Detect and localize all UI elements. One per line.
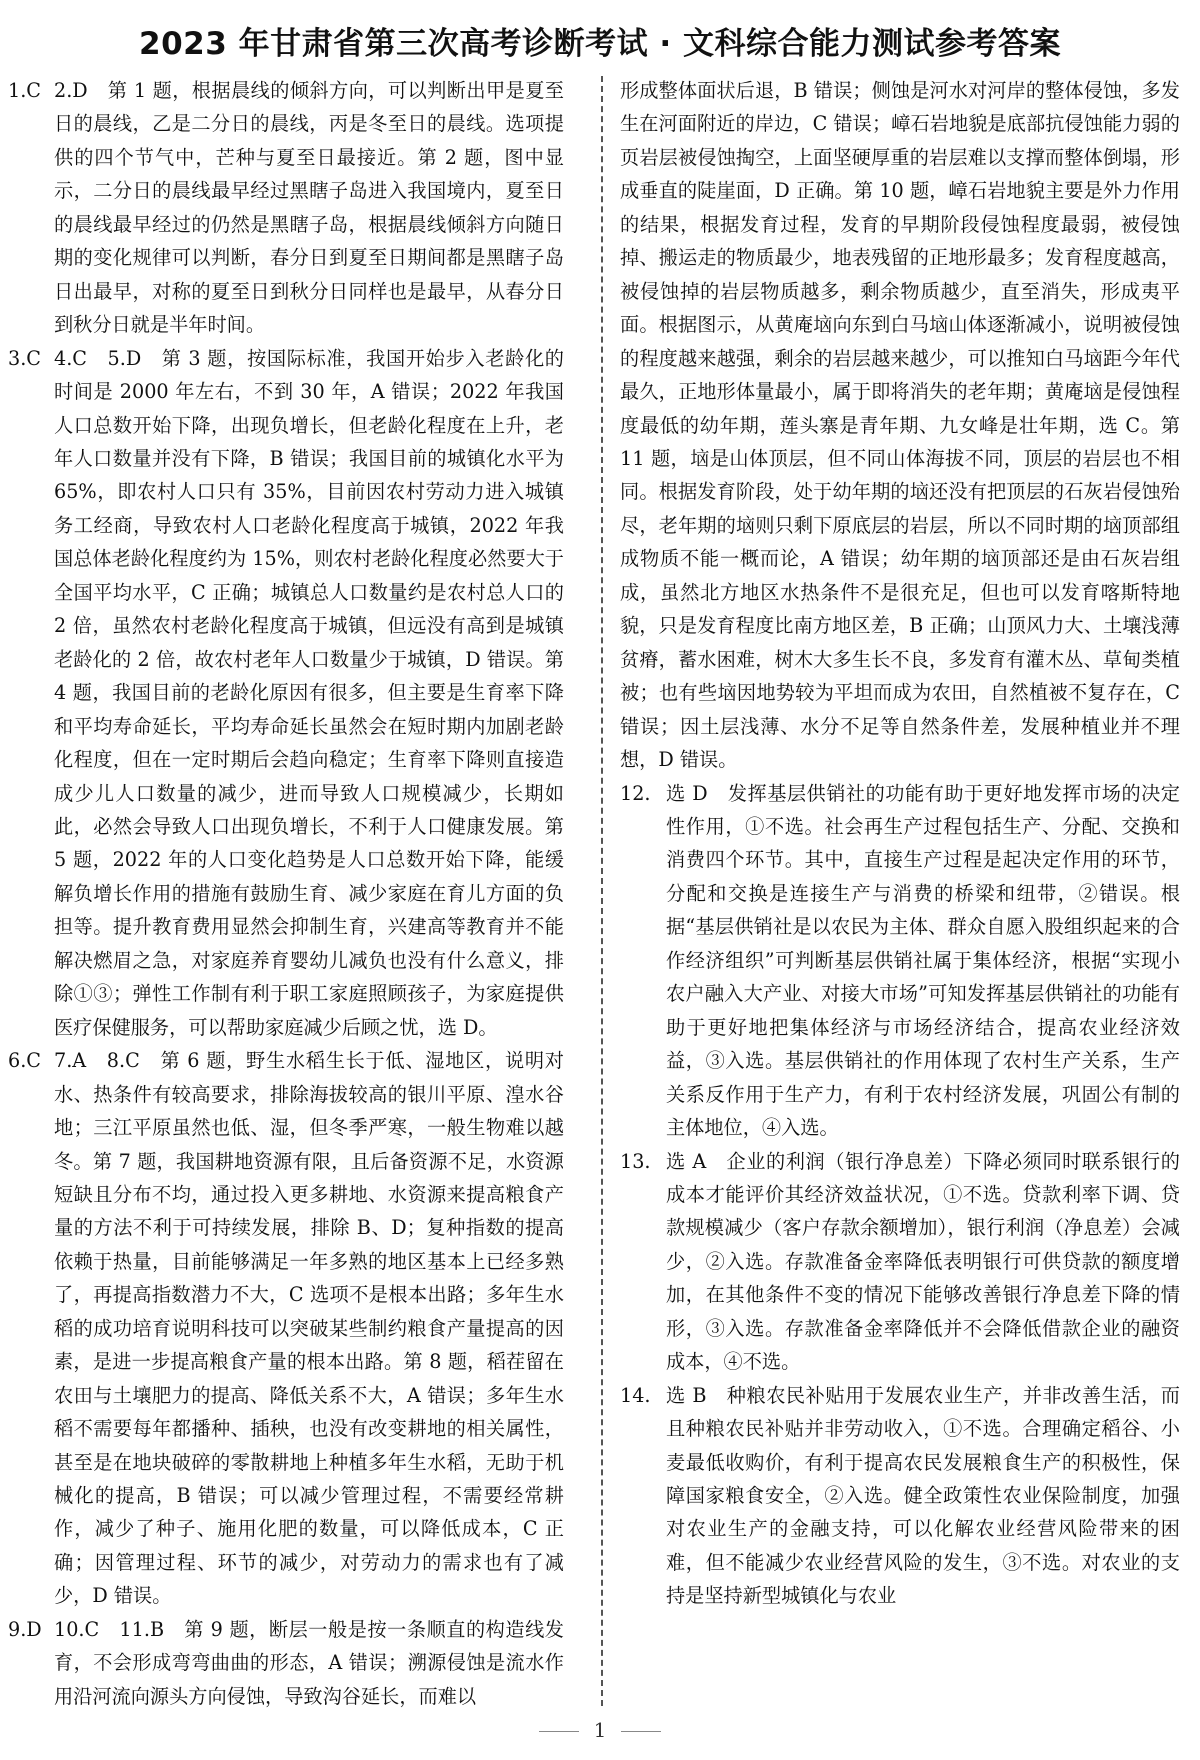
answer-text: 2.D 第 1 题，根据晨线的倾斜方向，可以判断出甲是夏至日的晨线，乙是二分日的晨线，丙是冬至日的晨线。选项提供的四个节气中，芒种与夏至日最接近。第 2 题，图中显示，二分日的晨线最早经过黑瞎子岛进入我国境内，夏至日的晨线最早经过的仍然是黑瞎子岛，根据晨线倾斜方向随日期的变化规律可以判断，春分日到夏至日期间都是黑瞎子岛日出最早，对称的夏至日到秋分日同样也是最早，从春分日到秋分日就是半年时间。 — [54, 79, 564, 337]
page-number: 1 — [593, 1718, 607, 1742]
answer-number: 12. — [620, 781, 651, 805]
answer-block-6 — [8, 1044, 564, 1613]
answer-block-12 — [620, 777, 1180, 1145]
left-column — [8, 74, 564, 1713]
answer-block-9 — [8, 1613, 564, 1713]
right-column — [620, 74, 1180, 1613]
answer-number: 14. — [620, 1383, 651, 1407]
answer-text: 选 A 企业的利润（银行净息差）下降必须同时联系银行的成本才能评价其经济效益状况，①不选。贷款利率下调、贷款规模减少（客户存款余额增加），银行利润（净息差）会减少，②入选。存款准备金率降低表明银行可供贷款的额度增加，在其他条件不变的情况下能够改善银行净息差下降的情形，③入选。存款准备金率降低并不会降低借款企业的融资成本，④不选。 — [666, 1149, 1180, 1374]
page-footer — [0, 1718, 1200, 1742]
answer-number: 1.C — [8, 79, 41, 102]
answer-number: 13. — [620, 1149, 651, 1173]
answer-block-14 — [620, 1379, 1180, 1613]
column-divider — [601, 76, 603, 1706]
answer-text: 7.A 8.C 第 6 题，野生水稻生长于低、湿地区，说明对水、热条件有较高要求，排除海拔较高的银川平原、湟水谷地；三江平原虽然也低、湿，但冬季严寒，一般生物难以越冬。第 7 题，我国耕地资源有限，且后备资源不足，水资源短缺且分布不均，通过投入更多耕地、水资源来提高粮食产量的方法不利于可持续发展，排除 B、D；复种指数的提高依赖于热量，目前能够满足一年多熟的地区基本上已经多熟了，再提高指数潜力不大，C 选项不是根本出路；多年生水稻的成功培育说明科技可以突破某些制约粮食产量提高的因素，是进一步提高粮食产量的根本出路。第 8 题，稻茬留在农田与土壤肥力的提高、降低关系不大，A 错误；多年生水稻不需要每年都播种、插秧，也没有改变耕地的相关属性，甚至是在地块破碎的零散耕地上种植多年生水稻，无助于机械化的提高，B 错误；可以减少管理过程，不需要经常耕作，减少了种子、施用化肥的数量，可以降低成本，C 正确；因管理过程、环节的减少，对劳动力的需求也有了减少，D 错误。 — [54, 1049, 564, 1608]
answer-text: 4.C 5.D 第 3 题，按国际标准，我国开始步入老龄化的时间是 2000 年左右，不到 30 年，A 错误；2022 年我国人口总数开始下降，出现负增长，但老龄化程度在上升，老年人口数量并没有下降，B 错误；我国目前的城镇化水平为 65%，即农村人口只有 35%，目前因农村劳动力进入城镇务工经商，导致农村人口老龄化程度高于城镇，2022 年我国总体老龄化程度约为 15%，则农村老龄化程度必然要大于全国平均水平，C 正确；城镇总人口数量约是农村总人口的 2 倍，虽然农村老龄化程度高于城镇，但远没有高到是城镇老龄化的 2 倍，故农村老年人口数量少于城镇，D 错误。第 4 题，我国目前的老龄化原因有很多，但主要是生育率下降和平均寿命延长，平均寿命延长虽然会在短时期内加剧老龄化程度，但在一定时期后会趋向稳定；生育率下降则直接造成少儿人口数量的减少，进而导致人口规模减少，长期如此，必然会导致人口出现负增长，不利于人口健康发展。第 5 题，2022 年的人口变化趋势是人口总数开始下降，能缓解负增长作用的措施有鼓励生育、减少家庭在育儿方面的负担等。提升教育费用显然会抑制生育，兴建高等教育并不能解决燃眉之急，对家庭养育婴幼儿减负也没有什么意义，排除①③；弹性工作制有利于职工家庭照顾孩子，为家庭提供医疗保健服务，可以帮助家庭减少后顾之忧，选 D。 — [54, 346, 564, 1039]
footer-rule-right — [621, 1731, 661, 1732]
footer-rule-left — [539, 1731, 579, 1732]
answer-block-13 — [620, 1145, 1180, 1379]
answer-number: 6.C — [8, 1049, 41, 1073]
answer-text: 选 B 种粮农民补贴用于发展农业生产，并非改善生活，而且种粮农民补贴并非劳动收入，①不选。合理确定稻谷、小麦最低收购价，有利于提高农民发展粮食生产的积极性，保障国家粮食安全，②入选。健全政策性农业保险制度，加强对农业生产的金融支持，可以化解农业经营风险带来的困难，但不能减少农业经营风险的发生，③不选。对农业的支持是坚持新型城镇化与农业 — [666, 1383, 1180, 1608]
answer-block-9-continued — [620, 74, 1180, 777]
answer-block-1 — [8, 74, 564, 342]
answer-text: 选 D 发挥基层供销社的功能有助于更好地发挥市场的决定性作用，①不选。社会再生产过程包括生产、分配、交换和消费四个环节。其中，直接生产过程是起决定作用的环节，分配和交换是连接生产与消费的桥梁和纽带，②错误。根据“基层供销社是以农民为主体、群众自愿入股组织起来的合作经济组织”可判断基层供销社属于集体经济，根据“实现小农户融入大产业、对接大市场”可知发挥基层供销社的功能有助于更好地把集体经济与市场经济结合，提高农业经济效益，③入选。基层供销社的作用体现了农村生产关系，生产关系反作用于生产力，有利于农村经济发展，巩固公有制的主体地位，④入选。 — [666, 781, 1180, 1140]
answer-block-3 — [8, 342, 564, 1045]
answer-number: 3.C — [8, 346, 41, 370]
answer-text: 10.C 11.B 第 9 题，断层一般是按一条顺直的构造线发育，不会形成弯弯曲曲的形态，A 错误；溯源侵蚀是流水作用沿河流向源头方向侵蚀，导致沟谷延长，而难以 — [54, 1617, 564, 1708]
page-title: 2023 年甘肃省第三次高考诊断考试 · 文科综合能力测试参考答案 — [139, 26, 1061, 62]
answer-number: 9.D — [8, 1617, 42, 1641]
answer-text: 形成整体面状后退，B 错误；侧蚀是河水对河岸的整体侵蚀，多发生在河面附近的岸边，C 错误；嶂石岩地貌是底部抗侵蚀能力弱的页岩层被侵蚀掏空，上面坚硬厚重的岩层难以支撑而整体倒塌，形成垂直的陡崖面，D 正确。第 10 题，嶂石岩地貌主要是外力作用的结果，根据发育过程，发育的早期阶段侵蚀程度最弱，被侵蚀掉、搬运走的物质最少，地表残留的正地形最多；发育程度越高，被侵蚀掉的岩层物质越多，剩余物质越少，直至消失，形成夷平面。根据图示，从黄庵垴向东到白马垴山体逐渐减小，说明被侵蚀的程度越来越强，剩余的岩层越来越少，可以推知白马垴距今年代最久，正地形体量最小，属于即将消失的老年期；黄庵垴是侵蚀程度最低的幼年期，莲头寨是青年期、九女峰是壮年期，选 C。第 11 题，垴是山体顶层，但不同山体海拔不同，顶层的岩层也不相同。根据发育阶段，处于幼年期的垴还没有把顶层的石灰岩侵蚀殆尽，老年期的垴则只剩下原底层的岩层，所以不同时期的垴顶部组成物质不能一概而论，A 错误；幼年期的垴顶部还是由石灰岩组成，虽然北方地区水热条件不是很充足，但也可以发育喀斯特地貌，只是发育程度比南方地区差，B 正确；山顶风力大、土壤浅薄贫瘠，蓄水困难，树木大多生长不良，多发育有灌木丛、草甸类植被；也有些垴因地势较为平坦而成为农田，自然植被不复存在，C 错误；因土层浅薄、水分不足等自然条件差，发展种植业并不理想，D 错误。 — [620, 79, 1180, 772]
